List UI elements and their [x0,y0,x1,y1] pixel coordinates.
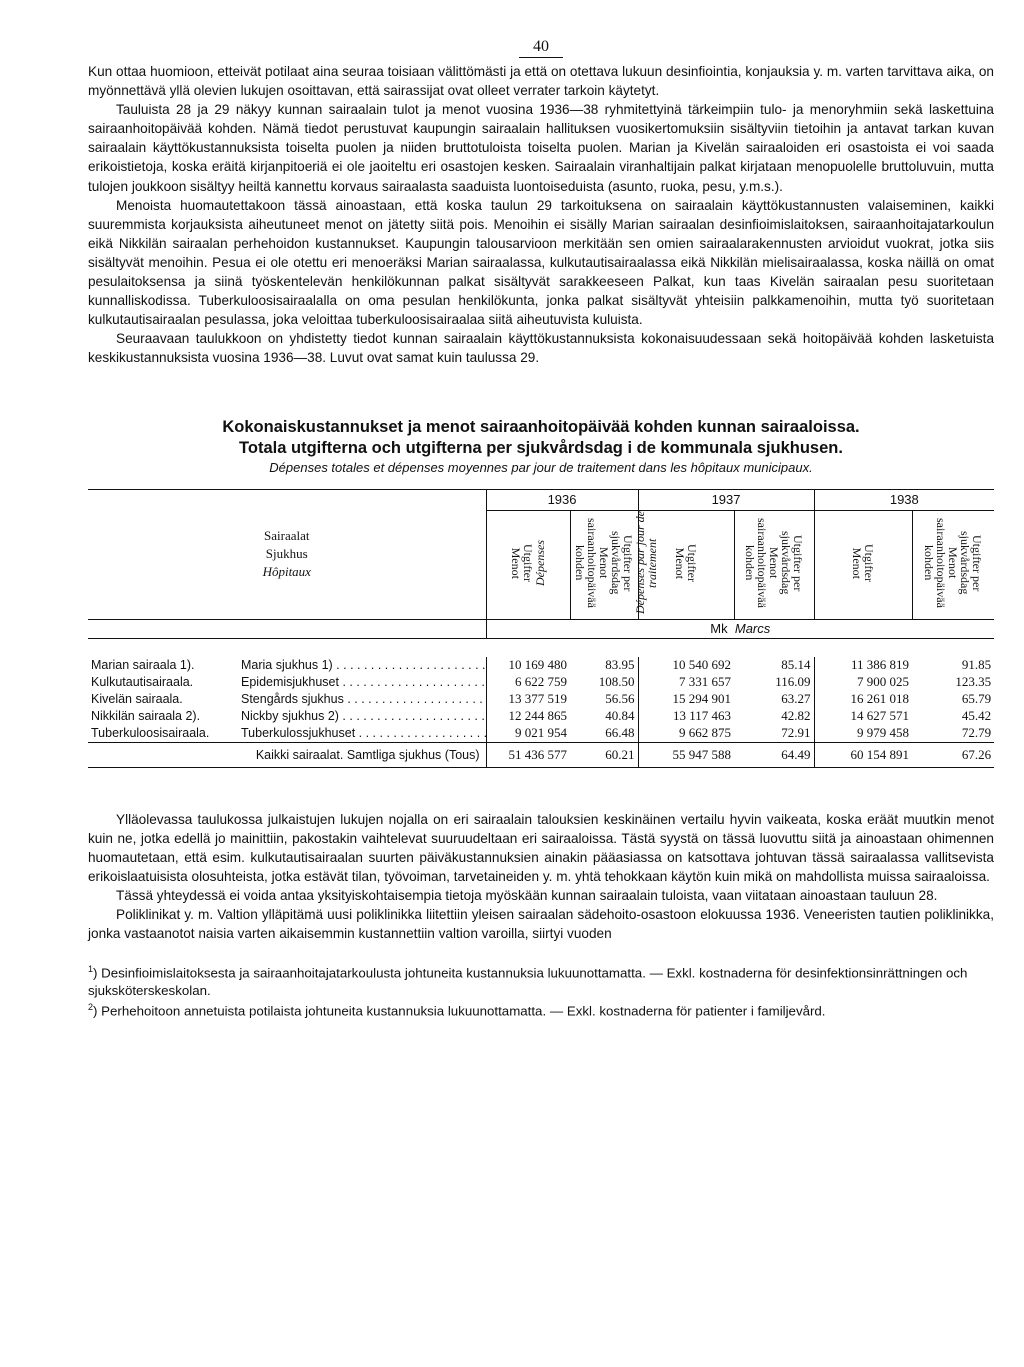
table-row [88,725,994,743]
footnote-mark: 1 [88,964,94,975]
year-header-1938: 1938 [814,489,994,510]
paragraph: Ylläolevassa taulukossa julkaistujen lukujen nojalla on eri sairaalain talouksien keskinäinen vertailu hyvin vaikeata, koska eräät muutkin menot kuin ne, jotka edellä jo mainittiin, pakostakin vaihtelevat suuruudeltaan eri sairaaloissa. Tästä syystä on tässä luovuttu siitä ja ainoastaan ohimennen huomautetaan, että esim. kulkutautisairaalan suurten päiväkustannuksien ainakin pääasiassa on katsottava johtuvan tässä sairaalassa vallitsevista erikoislaatuisista olosuhteista, jotka estävät tilan, työvoiman, tarvetaineiden y. m. yhtä tehokkaan käytön kuin mikä on mahdollista muissa sairaaloissa. [88,811,994,884]
row-label-fi: Nikkilän sairaala 2). [91,709,201,723]
table-row [88,708,994,725]
cell-total-1938: 9 979 458 [814,725,912,743]
footnotes [88,961,994,1019]
cell-perday-1936: 108.50 [598,674,635,689]
cell-total-1937: 15 294 901 [638,691,734,708]
cell-total-1937: 9 662 875 [638,725,734,743]
document-page [88,38,994,1019]
paragraph: Kun ottaa huomioon, etteivät potilaat aina seuraa toisiaan välittömästi ja että on otettava lukuun desinfiointia, konjauksia y. m. varten tarvittava aika, on myönnettävä yllä olevien lukujen osoittavan, että sairassijat ovat olleet verrater tarkoin käytetyt. [88,64,994,99]
cell-total-1938: 14 627 571 [814,708,912,725]
col-total-fi: Menot [509,547,524,579]
cell-total-1937: 7 331 657 [638,674,734,691]
total-perday-1938: 67.26 [961,746,992,762]
footnote-mark: 2 [88,1001,94,1012]
row-label-sv: Epidemisjukhuset [241,675,339,689]
footnote-text: ) Perhehoitoon annetuista potilaista johtuneita kustannuksia lukuunottamatta. — Exkl. kostnaderna för patienter i familjevård. [93,1003,826,1018]
row-label-sv: Nickby sjukhus 2) [241,709,339,723]
total-1938: 60 154 891 [814,742,912,767]
total-label: Kaikki sairaalat. Samtliga sjukhus (Tous) [255,747,480,762]
cell-perday-1937: 116.09 [775,674,811,689]
cell-total-1937: 13 117 463 [638,708,734,725]
col-total-sv: Utgifter [685,544,700,582]
cell-perday-1936: 56.56 [605,691,635,706]
total-perday-1937: 64.49 [781,746,811,762]
cell-total-1936: 9 021 954 [486,725,570,743]
col-total-sv: Utgifter [862,544,877,582]
year-header-1937: 1937 [638,489,814,510]
table-row [88,674,994,691]
col-perday-fi: Menot sairaanhoitopäivää kohden [572,518,611,608]
paragraph: Poliklinikat y. m. Valtion ylläpitämä uusi poliklinikka liitettiin yleisen sairaalan sädehoito-osastoon elokuussa 1936. Veneeristen tautien poliklinikka, jonka vastaanotot naisia varten aikaisemmin kustannettiin valtion varoilla, siirtyi vuoden [88,906,994,942]
cell-perday-1938: 91.85 [961,657,992,672]
cell-total-1936: 13 377 519 [486,691,570,708]
cell-total-1936: 12 244 865 [486,708,570,725]
body-text-top [88,62,994,368]
cell-perday-1936: 83.95 [605,657,635,672]
row-label-sv: Maria sjukhus 1) [241,658,333,672]
col-total-fr: Dépenses [533,540,548,586]
cell-total-1938: 16 261 018 [814,691,912,708]
paragraph: Tässä yhteydessä ei voida antaa yksityiskohtaisempia tietoja myöskään kunnan sairaalain tuloista, vaan viitataan ainoastaan tauluun 28. [116,887,938,903]
col-header-total-1938 [814,510,912,619]
row-label-fi: Kulkutautisairaala. [91,675,194,689]
row-label-fi: Kivelän sairaala. [91,692,183,706]
cell-perday-1938: 123.35 [955,674,992,689]
paragraph: Tauluista 28 ja 29 näkyy kunnan sairaalain tulot ja menot vuosina 1936—38 ryhmitettyinä tärkeimpiin tulo- ja menoryhmiin sekä laskettuina sairaanhoitopäivää kohden. Nämä tiedot perustuvat kaupungin sairaalain hallituksen vuosikertomuksiin sisältyviin tietoihin ja antavat tarkan kuvan sairaalain käyttökustannuksista toiselta puolen ja niiden bruttotuloista toiselta puolen. Marian ja Kivelän sairaaloiden eri osastoista ei voi saada erikoistietoja, koska eräitä kirjanpitoeriä ei ole jaoiteltu eri osastojen kesken. Sairaalain viranhaltijain palkat kirjataan menopuolelle bruttoluvuin, mutta tulojen joukkoon sisältyy heiltä kannettu korvaus sairaalasta saaduista luontoiseduista (asunto, ruoka, pesu, y.m.s.). [88,102,994,194]
total-perday-1936: 60.21 [605,746,635,762]
stub-header [88,489,486,619]
stub-header-fr: Hôpitaux [262,564,311,579]
col-total-sv: Utgifter [521,544,536,582]
table-row [88,691,994,708]
stub-header-sv: Sjukhus [265,546,308,561]
col-header-perday-1938 [912,510,994,619]
unit-fr: Marcs [734,621,771,636]
cell-total-1938: 7 900 025 [814,674,912,691]
cell-perday-1937: 63.27 [781,691,811,706]
cell-total-1936: 10 169 480 [486,657,570,674]
col-header-total-1936 [486,510,570,619]
col-perday-fi: Menot sairaanhoitopäivää kohden [922,518,961,608]
footnote [88,999,994,1019]
body-text-bottom [88,810,994,944]
hospital-costs-table [88,489,994,768]
col-perday-fi: Menot sairaanhoitopäivää kohden [743,518,782,608]
unit-fi: Mk [710,621,728,636]
table-title-french: Dépenses totales et dépenses moyennes par jour de traitement dans les hôpitaux municipaux. [269,459,813,475]
cell-perday-1936: 66.48 [605,725,635,740]
col-perday-sv: Utgifter per sjukvårdsdag [958,531,985,595]
col-header-perday-1937 [734,510,814,619]
cell-total-1936: 6 622 759 [486,674,570,691]
row-label-sv: Stengårds sjukhus [241,692,344,706]
row-label-fi: Marian sairaala 1). [91,658,195,672]
paragraph: Seuraavaan taulukkoon on yhdistetty tiedot kunnan sairaalain käyttökustannuksista kokonaisuudessaan sekä hoitopäivää kohden lasketuista keskikustannuksista vuosina 1936—38. Luvut ovat samat kuin taulussa 29. [88,331,994,366]
row-label-fi: Tuberkuloosisairaala. [91,726,210,740]
page-number: 40 [88,38,994,58]
total-1936: 51 436 577 [486,742,570,767]
year-header-1936: 1936 [486,489,638,510]
cell-perday-1937: 42.82 [781,708,811,723]
total-1937: 55 947 588 [638,742,734,767]
col-header-perday-1936 [570,510,659,619]
footnote [88,961,994,998]
unit-row [486,619,994,638]
footnote-text: ) Desinfioimislaitoksesta ja sairaanhoitajatarkoulusta johtuneita kustannuksia lukuunottamatta. — Exkl. kostnaderna för desinfektionsinrättningen och sjuksköterskeskolan. [88,965,968,998]
stub-header-fi: Sairaalat [264,528,310,543]
col-perday-sv: Utgifter per sjukvårdsdag [608,531,635,595]
col-perday-sv: Utgifter per sjukvårdsdag [779,531,806,595]
col-total-fi: Menot [850,547,865,579]
table-row [88,657,994,674]
cell-perday-1937: 85.14 [781,657,811,672]
cell-perday-1936: 40.84 [605,708,635,723]
col-total-fi: Menot [673,547,688,579]
paragraph: Menoista huomautettakoon tässä ainoastaan, että koska taulun 29 tarkoituksena on sairaalain käyttökustannusten valaiseminen, kaikki suuremmista korjauksista aiheutuneet menot on jätetty siitä pois. Menoihin ei sisälly Marian sairaalan desinfioimislaitoksen, sairaanhoitajatarkoulun eikä Nikkilän sairaalan perhehoidon kustannukset. Kaupungin talousarvioon merkitään sen omien sairaalarakennusten arvioidut vuokrat, jotka siis sisältyvät menoihin. Pesua ei ole otettu eri menoeräksi Marian sairaalassa, kulkutautisairaalassa eikä Nikkilän mielisairaalassa, koska näillä on omat pesulaitoksensa ja siinä työskentelevän henkilökunnan palkat sisältyvät sarakkeeseen Palkat, kun taas Kivelän sairaalan pesu suoritetaan kunnalliskodissa. Tuberkuloosisairaalalla on oma pesulan henkilökunta, jonka palkat sisältyvät yhteisiin palkkamenoihin, mutta työ suoritetaan kulkutautisairaalan pesulassa, joka veloittaa tuberkuloosisairaalaa siitä aiheutuvista kuluista. [88,197,994,328]
row-label-sv: Tuberkulossjukhuset [241,726,356,740]
table-title-finnish: Kokonaiskustannukset ja menot sairaanhoitopäivää kohden kunnan sairaaloissa. [222,417,860,436]
cell-total-1938: 11 386 819 [814,657,912,674]
cell-perday-1937: 72.91 [781,725,811,740]
col-perday-fr: Dépenses par jour de traitement [632,511,659,615]
cell-perday-1938: 45.42 [961,708,992,723]
table-total-row [88,742,994,767]
cell-perday-1938: 72.79 [961,725,992,740]
table-title-swedish: Totala utgifterna och utgifterna per sjukvårdsdag i de kommunala sjukhusen. [239,438,843,457]
cell-perday-1938: 65.79 [961,691,992,706]
cell-total-1937: 10 540 692 [638,657,734,674]
